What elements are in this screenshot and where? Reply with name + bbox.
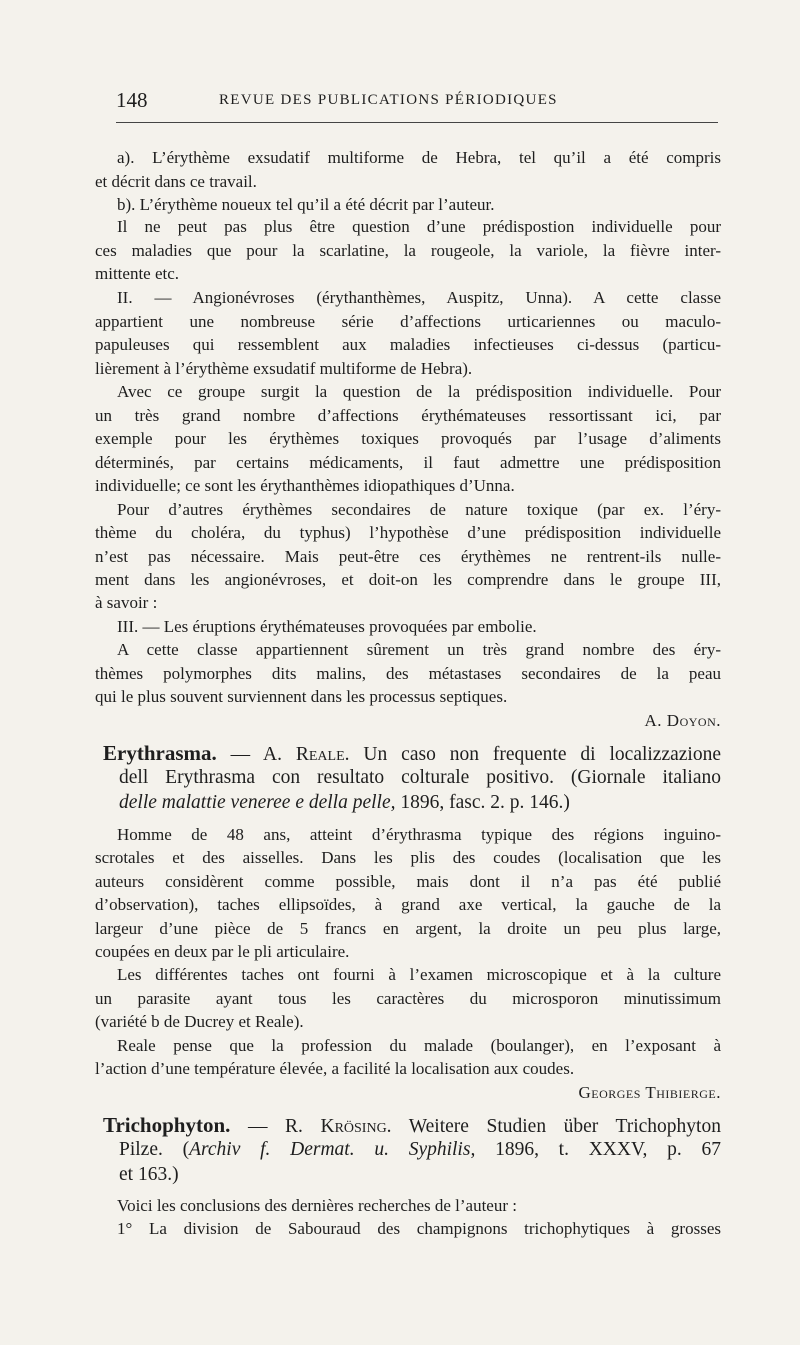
text-line: coupées en deux par le pli articulaire. (95, 942, 350, 961)
text-line: appartient une nombreuse série d’affections urticariennes ou maculo- (95, 312, 721, 331)
page-header (116, 88, 718, 114)
text-line: auteurs considèrent comme possible, mais dont il n’a pas été publié (95, 872, 721, 891)
entry-citation-text: Weitere Studien über Trichophyton (391, 1116, 721, 1137)
text-line: Avec ce groupe surgit la question de la prédisposition individuelle. Pour (117, 382, 721, 401)
text-line: Il ne peut pas plus être question d’une prédispostion individuelle pour (117, 217, 721, 236)
text-line: III. — Les éruptions érythémateuses provoquées par embolie. (117, 617, 537, 636)
text-line: déterminés, par certains médicaments, il faut admettre une prédisposition (95, 453, 721, 472)
text-line: papuleuses qui ressemblent aux maladies infectieuses ci-dessus (particu- (95, 335, 721, 354)
entry-author: — A. Reale. (216, 744, 350, 765)
header-rule (116, 122, 718, 123)
text-line: lièrement à l’érythème exsudatif multiforme de Hebra). (95, 359, 473, 378)
text-line: un parasite ayant tous les caractères du microsporon minutissimum (95, 989, 721, 1008)
text-line: b). L’érythème noueux tel qu’il a été décrit par l’auteur. (117, 195, 495, 214)
text-line: scrotales et des aisselles. Dans les plis des coudes (localisation que les (95, 848, 721, 867)
text-line: mittente etc. (95, 264, 180, 283)
text-line: individuelle; ce sont les érythanthèmes idiopathiques d’Unna. (95, 476, 515, 495)
text-line: Pour d’autres érythèmes secondaires de nature toxique (par ex. l’éry- (117, 500, 721, 519)
text-line: a). L’érythème exsudatif multiforme de Hebra, tel qu’il a été compris (117, 148, 721, 167)
text-line: II. — Angionévroses (érythanthèmes, Auspitz, Unna). A cette classe (117, 288, 721, 307)
text-line: l’action d’une température élevée, a facilité la localisation aux coudes. (95, 1059, 575, 1078)
text-line: qui le plus souvent surviennent dans les processus septiques. (95, 687, 508, 706)
citation-details: 1896, fasc. 2. p. 146.) (395, 792, 570, 813)
text-line: un très grand nombre d’affections érythémateuses ressortissant ici, par (95, 406, 721, 425)
text-line: thème du choléra, du typhus) l’hypothèse d’une prédisposition individuelle (95, 523, 721, 542)
text-line: Reale pense que la profession du malade (boulanger), en l’exposant à (117, 1036, 721, 1055)
journal-title: delle malattie veneree e della pelle, (119, 792, 396, 813)
text-line: (variété b de Ducrey et Reale). (95, 1012, 304, 1031)
text-line: ment dans les angionévroses, et doit-on les comprendre dans le groupe III, (95, 570, 721, 589)
entry-citation-line: et 163.) (119, 1164, 179, 1185)
text-line: à savoir : (95, 593, 158, 612)
text-line: 1° La division de Sabouraud des champignons trichophytiques à grosses (117, 1219, 721, 1238)
entry-author: — R. Krösing. (230, 1116, 392, 1137)
text-line: Voici les conclusions des dernières recherches de l’auteur : (117, 1196, 517, 1215)
text-line: et décrit dans ce travail. (95, 172, 257, 191)
citation-prefix: Pilze. ( (119, 1139, 190, 1160)
text-line: n’est pas nécessaire. Mais peut-être ces érythèmes ne rentrent-ils nulle- (95, 547, 721, 566)
entry-citation-text: Un caso non frequente di localizzazione (349, 744, 721, 765)
text-line: thèmes polymorphes dits malins, des métastases secondaires de la peau (95, 664, 721, 683)
citation-details: 1896, t. XXXV, p. 67 (475, 1139, 722, 1160)
entry-citation-line: dell Erythrasma con resultato colturale positivo. (Giornale italiano (119, 767, 721, 788)
entry-title: Erythrasma. (103, 741, 217, 765)
text-line: largeur d’une pièce de 5 francs en argent, la droite un peu plus large, (95, 919, 721, 938)
text-line: ces maladies que pour la scarlatine, la rougeole, la variole, la fièvre inter- (95, 241, 721, 260)
text-line: d’observation), taches ellipsoïdes, à grand axe vertical, la gauche de la (95, 895, 721, 914)
text-line: Homme de 48 ans, atteint d’érythrasma typique des régions inguino- (117, 825, 721, 844)
text-line: exemple pour les érythèmes toxiques provoqués par l’usage d’aliments (95, 429, 721, 448)
entry-title: Trichophyton. (103, 1113, 231, 1137)
author-signature: A. Doyon. (644, 711, 721, 730)
author-signature: Georges Thibierge. (578, 1083, 721, 1102)
text-line: Les différentes taches ont fourni à l’examen microscopique et à la culture (117, 965, 721, 984)
running-title: REVUE DES PUBLICATIONS PÉRIODIQUES (219, 92, 558, 108)
page-number: 148 (116, 88, 148, 112)
text-line: A cette classe appartiennent sûrement un très grand nombre des éry- (117, 640, 721, 659)
journal-title: Archiv f. Dermat. u. Syphilis, (189, 1139, 476, 1160)
entry-citation-line (119, 790, 721, 819)
